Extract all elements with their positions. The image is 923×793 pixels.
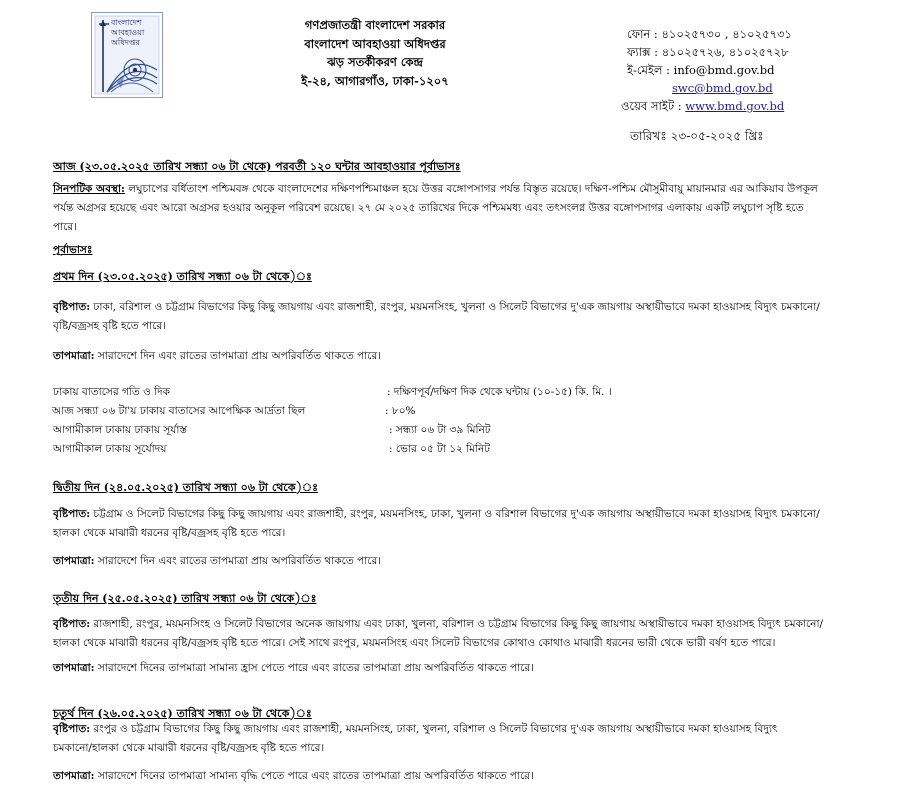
day2-temp-text: সারাদেশে দিন এবং রাতের তাপমাত্রা প্রায় অপরিবর্তিত থাকতে পারে। <box>94 555 381 567</box>
dhaka-row-sunset <box>53 423 693 441</box>
day2-temp-label: তাপমাত্রা: <box>53 555 95 567</box>
website-link[interactable]: www.bmd.gov.bd <box>685 99 785 113</box>
logo-text: বাংলাদেশ আবহাওয়া অধিদপ্তর <box>111 18 145 47</box>
dhaka-humidity-key: আজ সন্ধ্যা ০৬ টা'য় ঢাকায় বাতাসের আপেক্ষিক আর্দ্রতা ছিল <box>52 405 306 417</box>
day1-temp-paragraph <box>53 347 911 366</box>
website-label: ওয়েব সাইট : <box>621 99 686 113</box>
day3-temp-text: সারাদেশে দিনের তাপমাত্রা সামান্য হ্রাস পেতে পারে এবং রাতের তাপমাত্রা প্রায় অপরিবর্তিত থাকতে পারে। <box>94 662 534 674</box>
day3-temp-paragraph <box>53 659 911 678</box>
day3-rain-paragraph <box>53 615 911 653</box>
email-link-info[interactable]: info@bmd.gov.bd <box>673 63 775 77</box>
day1-temp-text: সারাদেশে দিন এবং রাতের তাপমাত্রা প্রায় অপরিবর্তিত থাকতে পারে। <box>94 350 381 362</box>
dhaka-humidity-value: : ৮০% <box>385 405 416 417</box>
day2-rain-label: বৃষ্টিপাত: <box>53 508 91 520</box>
fax-text: ফ্যাক্স : ৪১০২৫৭২৬, ৪১০২৫৭২৮ <box>627 45 789 59</box>
forecast-title: আজ (২৩.০৫.২০২৫ তারিখ সন্ধ্যা ০৬ টা থেকে) পরবর্তী ১২০ ঘন্টার আবহাওয়ার পূর্বাভাসঃ <box>53 160 461 173</box>
dhaka-sunset-key: আগামীকাল ঢাকায় ঢাকায় সূর্যাস্ত <box>53 424 187 436</box>
day3-rain-line1: রাজশাহী, রংপুর, ময়মনসিংহ ও সিলেট বিভাগের অনেক জায়গায় এবং ঢাকা, খুলনা, বরিশাল ও চট্টগ্রাম বিভাগের কিছু কিছু জায়গায় অস্থায়ীভাবে দমকা হাওয়াসহ বিদ্যুৎ চমকানো/ <box>90 618 824 630</box>
day1-rain-label: বৃষ্টিপাত: <box>53 301 91 313</box>
email-row <box>627 61 792 79</box>
day4-temp-label: তাপমাত্রা: <box>53 770 95 782</box>
dhaka-row-humidity <box>53 404 693 422</box>
dhaka-row-sunrise <box>53 442 693 460</box>
contact-block <box>621 25 792 115</box>
synoptic-line2: পর্যন্ত অগ্রসর হয়েছে এবং আরো অগ্রসর হওয়ার অনুকূল পরিবেশ রয়েছে। ২৭ মে ২০২৫ তারিখের দিকে পশ্চিমমধ্য এবং তৎসংলগ্ন উত্তর বঙ্গোপসাগর এলাকায় একটি লঘুচাপ সৃষ্টি হতে <box>53 202 804 214</box>
bmd-logo <box>91 12 163 98</box>
header-department: বাংলাদেশ আবহাওয়া অধিদপ্তর <box>304 36 446 51</box>
day2-rain-paragraph <box>53 505 911 543</box>
synoptic-line1: লঘুচাপের বর্ধিতাংশ পশ্চিমবঙ্গ থেকে বাংলাদেশের দক্ষিণপশ্চিমাঞ্চল হয়ে উত্তর বঙ্গোপসাগর পর্যন্ত বিস্তৃত রয়েছে। দক্ষিণ-পশ্চিম মৌসুমীবায়ু মায়ানমার এর আকিয়াব উপকূল <box>124 183 818 195</box>
header-block <box>240 16 510 90</box>
dhaka-sunrise-value: : ভোর ০৫ টা ১২ মিনিট <box>389 443 491 455</box>
day3-rain-label: বৃষ্টিপাত: <box>53 618 91 630</box>
day2-rain-line2: হালকা থেকে মাঝারী ধরনের বৃষ্টি/বজ্রসহ বৃষ্টি হতে পারে। <box>53 527 286 539</box>
day4-rain-paragraph <box>53 720 911 758</box>
dhaka-sunset-value: : সন্ধ্যা ০৬ টা ৩৯ মিনিট <box>389 424 491 436</box>
day2-title: দ্বিতীয় দিন (২৪.০৫.২০২৫) তারিখ সন্ধ্যা ০৬ টা থেকে)ঃ <box>53 481 318 494</box>
email-label: ই-মেইল : <box>627 63 674 77</box>
day1-temp-label: তাপমাত্রা: <box>53 350 95 362</box>
header-government: গণপ্রজাতন্ত্রী বাংলাদেশ সরকার <box>304 18 446 32</box>
dhaka-wind-value: : দক্ষিণপূর্ব/দক্ষিণ দিক থেকে ঘন্টায় (১০-১৫) কি. মি. । <box>387 386 612 398</box>
day3-temp-label: তাপমাত্রা: <box>53 662 95 674</box>
header-address: ই-২৪, আগারগাঁও, ঢাকা-১২০৭ <box>301 73 449 88</box>
synoptic-label: সিনপটিক অবস্থা: <box>53 183 125 195</box>
dhaka-row-wind <box>53 385 693 403</box>
day4-rain-line1: রংপুর ও চট্টগ্রাম বিভাগের কিছু কিছু জায়গায় এবং রাজশাহী, ময়মনসিংহ, ঢাকা, খুলনা, বরিশাল ও সিলেট বিভাগের দু'এক জায়গায় অস্থায়ীভাবে দমকা হাওয়াসহ বিদ্যুৎ <box>90 723 778 735</box>
day3-rain-line2: হালকা থেকে মাঝারী ধরনের বৃষ্টি/বজ্রসহ বৃষ্টি হতে পারে। সেই সাথে রংপুর, ময়মনসিংহ এবং সিলেট বিভাগের কোথাও কোথাও মাঝারী ধরনের ভারী থেকে ভারী বর্ষণ হতে পারে। <box>53 637 776 649</box>
day2-temp-paragraph <box>53 552 911 571</box>
email-link-swc[interactable]: swc@bmd.gov.bd <box>672 81 773 95</box>
day3-title: তৃতীয় দিন (২৫.০৫.২০২৫) তারিখ সন্ধ্যা ০৬ টা থেকে)ঃ <box>53 592 317 605</box>
day4-rain-line2: চমকানো/হালকা থেকে মাঝারী ধরনের বৃষ্টি/বজ্রসহ বৃষ্টি হতে পারে। <box>53 742 325 754</box>
forecast-label: পূর্বাভাসঃ <box>53 244 93 256</box>
issue-date: তারিখঃ ২৩-০৫-২০২৫ খ্রিঃ <box>630 129 764 143</box>
day4-temp-text: সারাদেশে দিনের তাপমাত্রা সামান্য বৃদ্ধি পেতে পারে এবং রাতের তাপমাত্রা প্রায় অপরিবর্তিত থাকতে পারে। <box>94 770 534 782</box>
synoptic-line3: পারে। <box>53 221 77 233</box>
day1-title: প্রথম দিন (২৩.০৫.২০২৫) তারিখ সন্ধ্যা ০৬ টা থেকে)ঃ <box>53 270 312 283</box>
synoptic-paragraph <box>53 180 911 237</box>
day2-rain-line1: চট্টগ্রাম ও সিলেট বিভাগের কিছু কিছু জায়গায় এবং রাজশাহী, রংপুর, ময়মনসিংহ, ঢাকা, খুলনা ও বরিশাল বিভাগের দু'এক জায়গায় অস্থায়ীভাবে দমকা হাওয়াসহ বিদ্যুৎ চমকানো/ <box>90 508 820 520</box>
dhaka-sunrise-key: আগামীকাল ঢাকায় সূর্যোদয় <box>53 443 167 455</box>
header-centre: ঝড় সতর্কীকরণ কেন্দ্র <box>327 55 423 69</box>
day1-rain-line2: বৃষ্টি/বজ্রসহ বৃষ্টি হতে পারে। <box>53 320 166 332</box>
day4-temp-paragraph <box>53 767 911 786</box>
dhaka-wind-key: ঢাকায় বাতাসের গতি ও দিক <box>53 386 171 398</box>
phone-text: ফোন : ৪১০২৫৭৩০ , ৪১০২৫৭৩১ <box>627 27 792 41</box>
day1-rain-paragraph <box>53 298 911 336</box>
day4-rain-label: বৃষ্টিপাত: <box>53 723 91 735</box>
day4-title: চতুর্থ দিন (২৬.০৫.২০২৫) তারিখ সন্ধ্যা ০৬ টা থেকে)ঃ <box>53 707 312 720</box>
day1-rain-line1: ঢাকা, বরিশাল ও চট্টগ্রাম বিভাগের কিছু কিছু জায়গায় এবং রাজশাহী, রংপুর, ময়মনসিংহ, খুলনা ও সিলেট বিভাগের দু'এক জায়গায় অস্থায়ীভাবে দমকা হাওয়াসহ বিদ্যুৎ চমকানো/ <box>90 301 820 313</box>
website-row <box>621 97 792 115</box>
email2-row <box>627 79 792 97</box>
